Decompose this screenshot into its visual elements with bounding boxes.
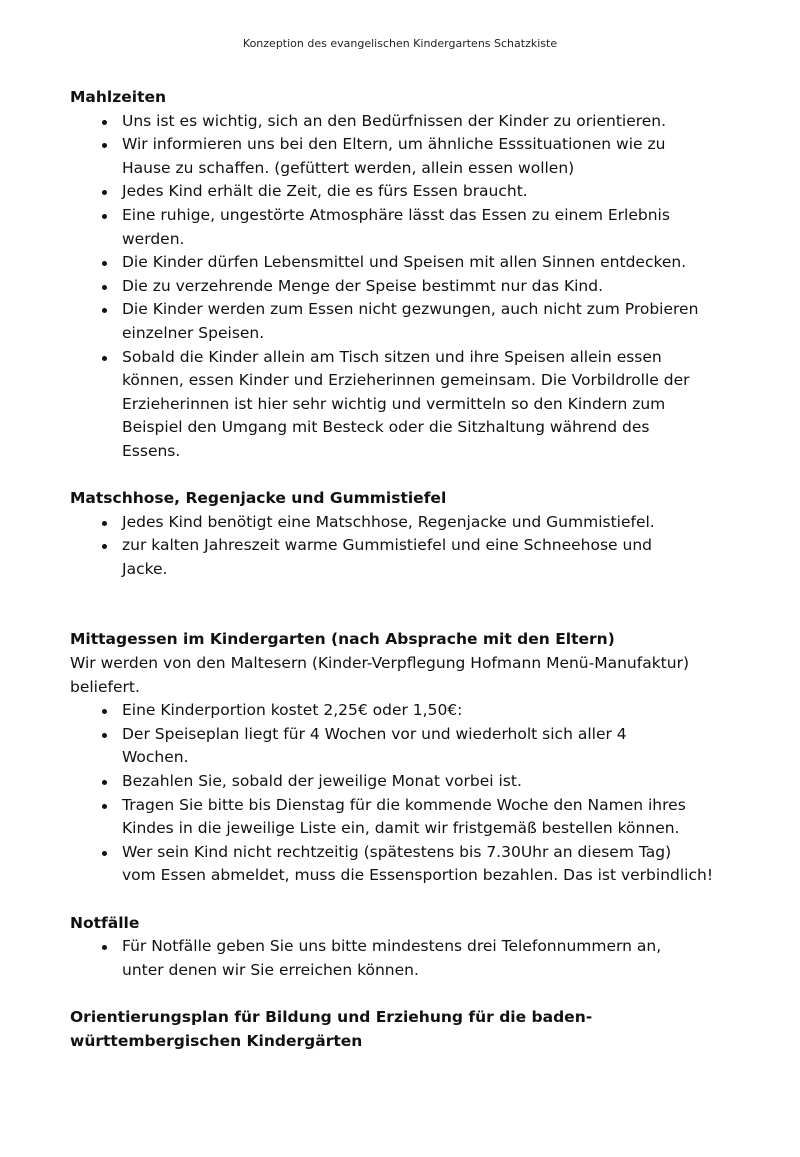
paragraph-line: Wir werden von den Maltesern (Kinder-Verpflegung Hofmann Menü-Manufaktur) [70, 654, 689, 673]
section-heading: Matschhose, Regenjacke und Gummistiefel [70, 489, 447, 508]
list-item-line: Beispiel den Umgang mit Besteck oder die Sitzhaltung während des [122, 418, 650, 437]
list-item [70, 180, 770, 204]
bullet-list [70, 511, 770, 582]
list-item-line: Essens. [122, 441, 181, 460]
heading-line: Orientierungsplan für Bildung und Erziehung für die baden- [70, 1007, 593, 1026]
list-item-line: können, essen Kinder und Erzieherinnen gemeinsam. Die Vorbildrolle der [122, 371, 690, 390]
list-item-line: Bezahlen Sie, sobald der jeweilige Monat vorbei ist. [122, 772, 522, 791]
list-item-line: Jedes Kind erhält die Zeit, die es fürs Essen braucht. [122, 182, 528, 201]
list-item-line: Hause zu schaffen. (gefüttert werden, allein essen wollen) [122, 158, 575, 177]
list-item-line: Jacke. [122, 559, 168, 578]
list-item [70, 699, 770, 723]
list-item [70, 794, 770, 841]
list-item-line: Wir informieren uns bei den Eltern, um ähnliche Esssituationen wie zu [122, 135, 666, 154]
list-item-line: Eine Kinderportion kostet 2,25€ oder 1,50€: [122, 701, 463, 720]
list-item [70, 133, 770, 180]
section [70, 912, 770, 983]
section [70, 1006, 770, 1053]
section [70, 628, 770, 888]
section-heading: Mahlzeiten [70, 88, 167, 106]
list-item-line: zur kalten Jahreszeit warme Gummistiefel und eine Schneehose und [122, 536, 653, 555]
list-item-line: Sobald die Kinder allein am Tisch sitzen und ihre Speisen allein essen [122, 347, 662, 366]
paragraph-line: beliefert. [70, 677, 140, 696]
list-item-line: Kindes in die jeweilige Liste ein, damit wir fristgemäß bestellen können. [122, 819, 680, 838]
list-item [70, 841, 770, 888]
heading-line: württembergischen Kindergärten [70, 1031, 363, 1050]
list-item [70, 511, 770, 535]
list-item [70, 935, 770, 982]
bullet-list [70, 699, 770, 888]
paragraph [70, 652, 770, 699]
list-item [70, 534, 770, 581]
list-item-line: Der Speiseplan liegt für 4 Wochen vor und wiederholt sich aller 4 [122, 724, 627, 743]
section-heading: Mittagessen im Kindergarten (nach Absprache mit den Eltern) [70, 630, 615, 649]
list-item-line: Erzieherinnen ist hier sehr wichtig und vermitteln so den Kindern zum [122, 394, 666, 413]
list-item-line: Die Kinder werden zum Essen nicht gezwungen, auch nicht zum Probieren [122, 300, 699, 319]
list-item-line: Uns ist es wichtig, sich an den Bedürfnissen der Kinder zu orientieren. [122, 111, 667, 130]
list-item [70, 110, 770, 134]
list-item [70, 204, 770, 251]
list-item [70, 770, 770, 794]
list-item-line: Die zu verzehrende Menge der Speise bestimmt nur das Kind. [122, 276, 604, 295]
section-heading: Notfälle [70, 913, 140, 932]
bullet-list [70, 935, 770, 982]
document-body [70, 86, 770, 1053]
section [70, 487, 770, 581]
list-item-line: Die Kinder dürfen Lebensmittel und Speisen mit allen Sinnen entdecken. [122, 253, 687, 272]
list-item-line: Für Notfälle geben Sie uns bitte mindestens drei Telefonnummern an, [122, 937, 662, 956]
list-item-line: unter denen wir Sie erreichen können. [122, 960, 419, 979]
list-item [70, 723, 770, 770]
section-heading [70, 1006, 770, 1053]
page-header: Konzeption des evangelischen Kindergartens Schatzkiste [242, 37, 558, 50]
list-item [70, 298, 770, 345]
bullet-list [70, 110, 770, 464]
list-item-line: Eine ruhige, ungestörte Atmosphäre lässt das Essen zu einem Erlebnis [122, 205, 670, 224]
section [70, 86, 770, 464]
list-item [70, 251, 770, 275]
list-item-line: Jedes Kind benötigt eine Matschhose, Regenjacke und Gummistiefel. [122, 512, 655, 531]
list-item-line: Tragen Sie bitte bis Dienstag für die kommende Woche den Namen ihres [122, 795, 686, 814]
list-item [70, 346, 770, 464]
list-item-line: werden. [122, 229, 185, 248]
list-item-line: vom Essen abmeldet, muss die Essensportion bezahlen. Das ist verbindlich! [122, 866, 714, 885]
list-item-line: einzelner Speisen. [122, 323, 265, 342]
list-item-line: Wochen. [122, 748, 189, 767]
list-item-line: Wer sein Kind nicht rechtzeitig (spätestens bis 7.30Uhr an diesem Tag) [122, 842, 672, 861]
list-item [70, 275, 770, 299]
